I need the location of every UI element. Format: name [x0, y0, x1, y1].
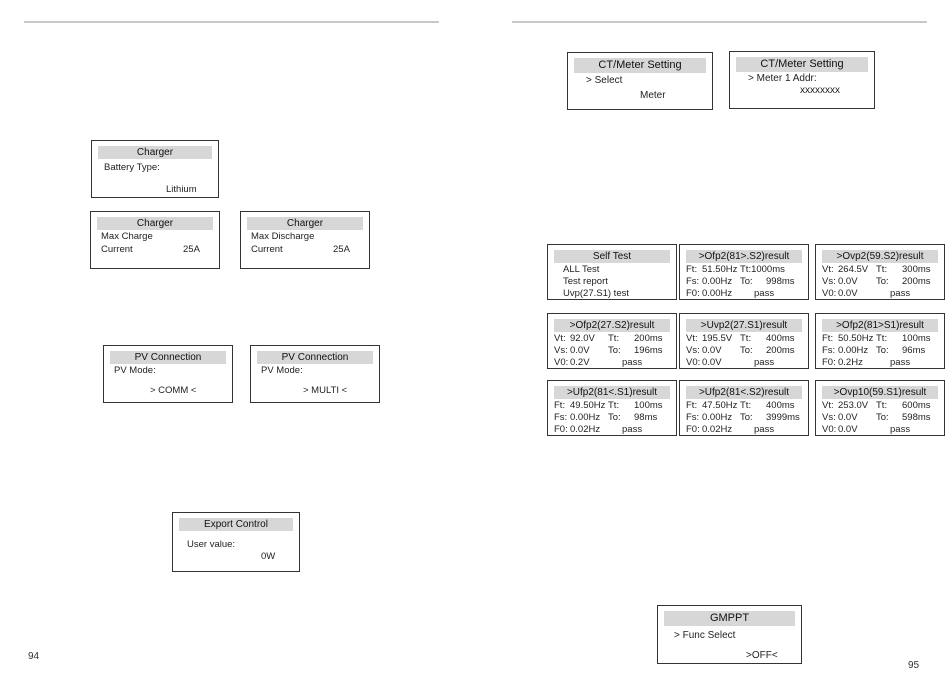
battery-type-value: Lithium: [166, 184, 197, 195]
result-cell: To:: [876, 345, 889, 356]
result-cell: To:: [608, 412, 621, 423]
screen-title: >Ovp2(59.S2)result: [822, 250, 938, 263]
test-result-screen: [679, 244, 809, 300]
pv-mode-value: > COMM <: [150, 385, 197, 396]
screen-title: Export Control: [179, 518, 293, 531]
result-cell: 47.50Hz: [702, 400, 738, 411]
result-cell: Fs:: [686, 412, 700, 423]
result-cell: Tt:: [876, 400, 888, 411]
result-cell: Ft:: [554, 400, 566, 411]
max-discharge-value: 25A: [333, 244, 350, 255]
result-cell: 100ms: [634, 400, 663, 411]
result-cell: 0.2Hz: [838, 357, 863, 368]
max-charge-value: 25A: [183, 244, 200, 255]
screen-title: PV Connection: [257, 351, 373, 364]
screen-title: Charger: [97, 217, 213, 230]
screen-title: >Ufp2(81<.S2)result: [686, 386, 802, 399]
pv-connection-comm-screen: [103, 345, 233, 403]
self-test-item: ALL Test: [563, 264, 600, 275]
result-cell: 0.00Hz: [702, 288, 733, 299]
result-cell: To:: [876, 276, 889, 287]
meter-addr-label: > Meter 1 Addr:: [748, 73, 817, 84]
right-header-rule: [512, 21, 927, 23]
charger-max-discharge-screen: [240, 211, 370, 269]
screen-title: Charger: [247, 217, 363, 230]
screen-title: >Ofp2(81>.S2)result: [686, 250, 802, 263]
screen-title: Self Test: [554, 250, 670, 263]
ct-meter-select-screen: [567, 52, 713, 110]
result-cell: 0.00Hz: [570, 412, 601, 423]
screen-title: >Ofp2(27.S2)result: [554, 319, 670, 332]
screen-title: >Ofp2(81>S1)result: [822, 319, 938, 332]
result-cell: 0.00Hz: [838, 345, 869, 356]
result-cell: To:: [740, 412, 753, 423]
current-label: Current: [101, 244, 133, 255]
result-cell: 253.0V: [838, 400, 869, 411]
result-cell: Vs:: [822, 412, 836, 423]
screen-title: PV Connection: [110, 351, 226, 364]
gmppt-screen: [657, 605, 802, 664]
result-cell: 300ms: [902, 264, 931, 275]
result-cell: 200ms: [766, 345, 795, 356]
result-cell: 600ms: [902, 400, 931, 411]
screen-title: >Uvp2(27.S1)result: [686, 319, 802, 332]
test-result-screen: [679, 380, 809, 436]
result-cell: 49.50Hz: [570, 400, 606, 411]
result-cell: 0.0V: [838, 288, 858, 299]
result-cell: 598ms: [902, 412, 931, 423]
result-cell: 96ms: [902, 345, 926, 356]
result-cell: 3999ms: [766, 412, 800, 423]
result-cell: Tt:: [740, 333, 752, 344]
result-cell: 0.2V: [570, 357, 590, 368]
result-cell: 200ms: [634, 333, 663, 344]
result-cell: V0:: [822, 424, 837, 435]
result-cell: Vs:: [686, 345, 700, 356]
pv-mode-label: PV Mode:: [261, 365, 303, 376]
current-label: Current: [251, 244, 283, 255]
charger-max-charge-screen: [90, 211, 220, 269]
result-cell: F0:: [822, 357, 836, 368]
result-cell: pass: [622, 357, 643, 368]
result-cell: Tt:: [608, 333, 620, 344]
result-cell: V0:: [686, 357, 701, 368]
result-cell: 400ms: [766, 400, 795, 411]
result-cell: Vs:: [554, 345, 568, 356]
result-cell: 0.00Hz: [702, 276, 733, 287]
pv-mode-label: PV Mode:: [114, 365, 156, 376]
result-cell: 0.0V: [838, 424, 858, 435]
result-cell: Tt:: [876, 333, 888, 344]
result-cell: F0:: [554, 424, 568, 435]
result-cell: To:: [876, 412, 889, 423]
result-cell: pass: [622, 424, 643, 435]
result-cell: pass: [890, 424, 911, 435]
self-test-item: Uvp(27.S1) test: [563, 288, 629, 299]
test-result-screen: [547, 313, 677, 369]
select-value: Meter: [640, 90, 666, 101]
page-number-right: 95: [908, 660, 920, 671]
result-cell: 0.02Hz: [570, 424, 601, 435]
result-cell: 0.0V: [838, 412, 858, 423]
export-control-screen: [172, 512, 300, 572]
result-cell: Vt:: [822, 264, 834, 275]
result-cell: 0.00Hz: [702, 412, 733, 423]
result-cell: To:: [740, 276, 753, 287]
user-value-label: User value:: [187, 539, 236, 550]
pv-mode-value: > MULTI <: [303, 385, 348, 396]
result-cell: To:: [740, 345, 753, 356]
result-cell: 51.50Hz: [702, 264, 738, 275]
pv-connection-multi-screen: [250, 345, 380, 403]
result-cell: 50.50Hz: [838, 333, 874, 344]
battery-type-label: Battery Type:: [104, 162, 160, 173]
result-cell: 200ms: [902, 276, 931, 287]
result-cell: 0.0V: [838, 276, 858, 287]
result-cell: To:: [608, 345, 621, 356]
screen-title: Charger: [98, 146, 212, 159]
max-charge-label: Max Charge: [101, 231, 153, 242]
page-number-left: 94: [28, 651, 40, 662]
screen-title: CT/Meter Setting: [736, 57, 868, 72]
result-cell: V0:: [822, 288, 837, 299]
result-cell: 100ms: [902, 333, 931, 344]
result-cell: Tt:1000ms: [740, 264, 785, 275]
result-cell: V0:: [554, 357, 569, 368]
func-select-label: > Func Select: [674, 630, 736, 641]
func-select-value: >OFF<: [746, 650, 778, 661]
test-result-screen: [815, 313, 945, 369]
result-cell: 98ms: [634, 412, 658, 423]
result-cell: Tt:: [740, 400, 752, 411]
result-cell: pass: [754, 288, 775, 299]
result-cell: pass: [890, 357, 911, 368]
result-cell: 0.0V: [702, 345, 722, 356]
screen-title: CT/Meter Setting: [574, 58, 706, 73]
result-cell: pass: [754, 424, 775, 435]
result-cell: Ft:: [686, 264, 698, 275]
test-result-screen: [815, 244, 945, 300]
charger-battery-type-screen: [91, 140, 219, 198]
test-result-screen: [679, 313, 809, 369]
result-cell: Fs:: [822, 345, 836, 356]
result-cell: Fs:: [686, 276, 700, 287]
select-label: > Select: [586, 75, 623, 86]
self-test-screen: [547, 244, 677, 300]
result-cell: 998ms: [766, 276, 795, 287]
result-cell: 0.0V: [702, 357, 722, 368]
result-cell: Tt:: [876, 264, 888, 275]
result-cell: F0:: [686, 288, 700, 299]
result-cell: pass: [890, 288, 911, 299]
result-cell: Ft:: [686, 400, 698, 411]
result-cell: 92.0V: [570, 333, 595, 344]
result-cell: 0.02Hz: [702, 424, 733, 435]
result-cell: 400ms: [766, 333, 795, 344]
max-discharge-label: Max Discharge: [251, 231, 315, 242]
screen-title: GMPPT: [664, 611, 795, 626]
screen-title: >Ovp10(59.S1)result: [822, 386, 938, 399]
ct-meter-addr-screen: [729, 51, 875, 109]
result-cell: pass: [754, 357, 775, 368]
result-cell: 0.0V: [570, 345, 590, 356]
result-cell: Vs:: [822, 276, 836, 287]
result-cell: Vt:: [686, 333, 698, 344]
test-result-screen: [547, 380, 677, 436]
result-cell: 195.5V: [702, 333, 733, 344]
left-header-rule: [24, 21, 439, 23]
screen-title: >Ufp2(81<.S1)result: [554, 386, 670, 399]
result-cell: Fs:: [554, 412, 568, 423]
result-cell: Vt:: [554, 333, 566, 344]
test-result-screen: [815, 380, 945, 436]
user-value: 0W: [261, 551, 276, 562]
self-test-item: Test report: [563, 276, 608, 287]
result-cell: 264.5V: [838, 264, 869, 275]
result-cell: Vt:: [822, 400, 834, 411]
meter-addr-value: xxxxxxxx: [800, 85, 840, 96]
result-cell: 196ms: [634, 345, 663, 356]
result-cell: F0:: [686, 424, 700, 435]
result-cell: Tt:: [608, 400, 620, 411]
result-cell: Ft:: [822, 333, 834, 344]
